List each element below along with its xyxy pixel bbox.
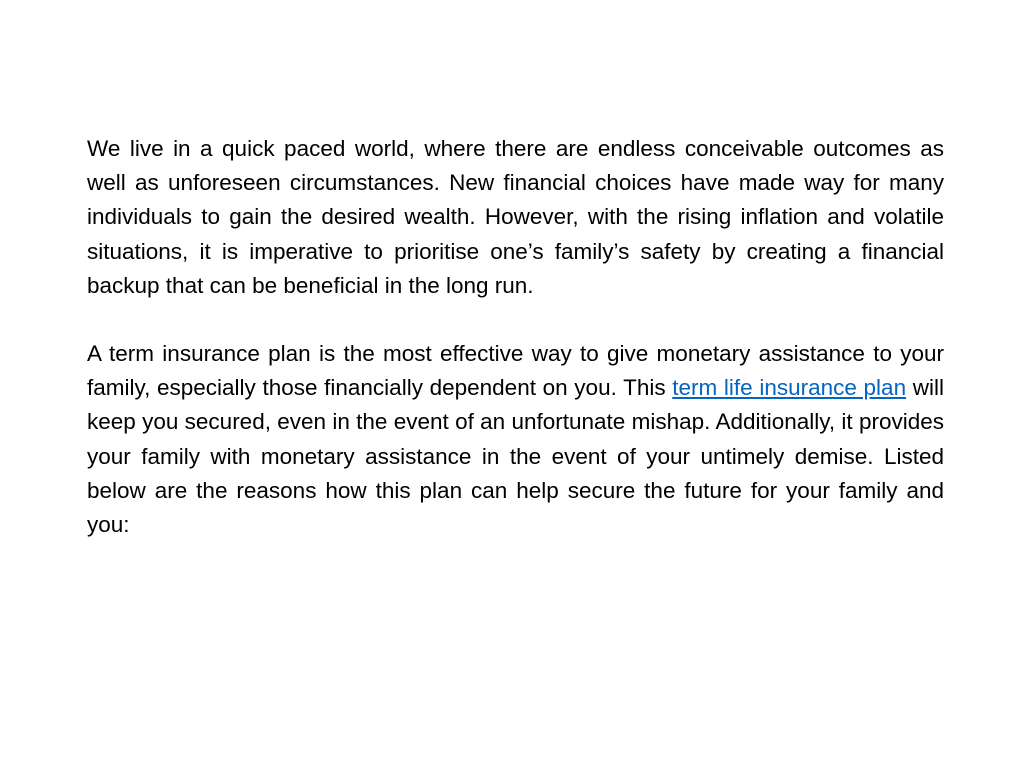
paragraph-term-plan-after-link: will keep you secured, even in the event of an unfortunate mishap. Additionally, it provides your family with monetary assistance in the event of your untimely demise. Listed below are the reasons how this plan can help secure the future for your family and you:: [87, 375, 944, 538]
slide-body: [87, 132, 944, 542]
paragraph-intro: We live in a quick paced world, where there are endless conceivable outcomes as well as unforeseen circumstances. New financial choices have made way for many individuals to gain the desired wealth. However, with the rising inflation and volatile situations, it is imperative to prioritise one’s family’s safety by creating a financial backup that can be beneficial in the long run.: [87, 136, 944, 298]
term-life-insurance-plan-link[interactable]: term life insurance plan: [672, 375, 907, 401]
paragraph-term-plan-before-link: A term insurance plan is the most effective way to give monetary assistance to your family, especially those financially dependent on you. This: [87, 341, 944, 401]
paragraph-term-plan: [87, 337, 944, 542]
